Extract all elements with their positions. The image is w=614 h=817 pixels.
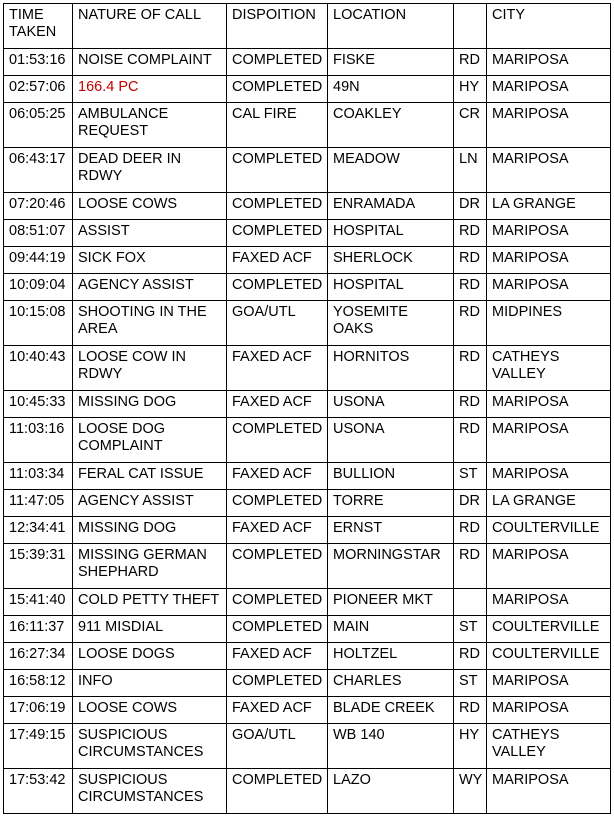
time-cell: 16:58:12 [4, 670, 73, 697]
table-row [4, 418, 611, 463]
nature-cell: 911 MISDIAL [73, 616, 227, 643]
location-cell: HOSPITAL [328, 220, 454, 247]
nature-cell: AGENCY ASSIST [73, 490, 227, 517]
location-cell: COAKLEY [328, 103, 454, 148]
street-suffix-cell: RD [454, 643, 487, 670]
street-suffix-cell: DR [454, 193, 487, 220]
street-suffix-cell: RD [454, 301, 487, 346]
nature-cell: COLD PETTY THEFT [73, 589, 227, 616]
city-cell: MARIPOSA [487, 697, 611, 724]
location-cell: YOSEMITE OAKS [328, 301, 454, 346]
time-cell: 11:47:05 [4, 490, 73, 517]
time-cell: 06:05:25 [4, 103, 73, 148]
header-row [4, 4, 611, 49]
table-row [4, 274, 611, 301]
disposition-cell: FAXED ACF [227, 391, 328, 418]
nature-cell: LOOSE COW IN RDWY [73, 346, 227, 391]
table-row [4, 391, 611, 418]
street-suffix-cell: WY [454, 769, 487, 814]
table-row [4, 724, 611, 769]
city-cell: MARIPOSA [487, 391, 611, 418]
location-cell: WB 140 [328, 724, 454, 769]
disposition-cell: COMPLETED [227, 589, 328, 616]
nature-cell: MISSING DOG [73, 391, 227, 418]
table-row [4, 346, 611, 391]
street-suffix-cell: RD [454, 391, 487, 418]
city-cell: MARIPOSA [487, 103, 611, 148]
disposition-cell: COMPLETED [227, 274, 328, 301]
location-cell: MORNINGSTAR [328, 544, 454, 589]
location-cell: USONA [328, 391, 454, 418]
disposition-cell: COMPLETED [227, 220, 328, 247]
table-row [4, 301, 611, 346]
city-cell: MARIPOSA [487, 247, 611, 274]
disposition-cell: FAXED ACF [227, 463, 328, 490]
time-cell: 09:44:19 [4, 247, 73, 274]
city-cell: MARIPOSA [487, 544, 611, 589]
disposition-cell: FAXED ACF [227, 697, 328, 724]
location-cell: BLADE CREEK [328, 697, 454, 724]
table-row [4, 76, 611, 103]
street-suffix-cell: ST [454, 616, 487, 643]
table-row [4, 463, 611, 490]
city-cell: MARIPOSA [487, 463, 611, 490]
street-suffix-cell: RD [454, 697, 487, 724]
table-row [4, 670, 611, 697]
time-cell: 07:20:46 [4, 193, 73, 220]
table-row [4, 148, 611, 193]
table-row [4, 247, 611, 274]
table-row [4, 589, 611, 616]
disposition-cell: CAL FIRE [227, 103, 328, 148]
city-cell: MARIPOSA [487, 418, 611, 463]
street-suffix-cell: RD [454, 220, 487, 247]
nature-cell: MISSING DOG [73, 517, 227, 544]
table-row [4, 643, 611, 670]
street-suffix-cell [454, 589, 487, 616]
table-row [4, 769, 611, 814]
table-row [4, 193, 611, 220]
street-suffix-cell: ST [454, 670, 487, 697]
street-suffix-cell: HY [454, 724, 487, 769]
location-cell: HOSPITAL [328, 274, 454, 301]
disposition-cell: COMPLETED [227, 670, 328, 697]
street-suffix-cell: LN [454, 148, 487, 193]
nature-cell: AMBULANCE REQUEST [73, 103, 227, 148]
location-cell: FISKE [328, 49, 454, 76]
location-cell: SHERLOCK [328, 247, 454, 274]
location-cell: ERNST [328, 517, 454, 544]
city-cell: MARIPOSA [487, 76, 611, 103]
disposition-cell: FAXED ACF [227, 643, 328, 670]
header-time-taken: TIME TAKEN [4, 4, 73, 49]
location-cell: ENRAMADA [328, 193, 454, 220]
city-cell: MARIPOSA [487, 769, 611, 814]
disposition-cell: COMPLETED [227, 418, 328, 463]
nature-cell: SUSPICIOUS CIRCUMSTANCES [73, 769, 227, 814]
table-row [4, 103, 611, 148]
street-suffix-cell: RD [454, 346, 487, 391]
city-cell: MARIPOSA [487, 49, 611, 76]
disposition-cell: COMPLETED [227, 76, 328, 103]
header-city: CITY [487, 4, 611, 49]
location-cell: CHARLES [328, 670, 454, 697]
table-row [4, 544, 611, 589]
street-suffix-cell: ST [454, 463, 487, 490]
nature-cell: NOISE COMPLAINT [73, 49, 227, 76]
location-cell: HORNITOS [328, 346, 454, 391]
disposition-cell: COMPLETED [227, 544, 328, 589]
street-suffix-cell: RD [454, 544, 487, 589]
city-cell: CATHEYS VALLEY [487, 724, 611, 769]
street-suffix-cell: RD [454, 49, 487, 76]
street-suffix-cell: DR [454, 490, 487, 517]
city-cell: MIDPINES [487, 301, 611, 346]
city-cell: COULTERVILLE [487, 643, 611, 670]
street-suffix-cell: RD [454, 517, 487, 544]
disposition-cell: COMPLETED [227, 148, 328, 193]
nature-cell: INFO [73, 670, 227, 697]
header-nature-of-call: NATURE OF CALL [73, 4, 227, 49]
disposition-cell: FAXED ACF [227, 247, 328, 274]
city-cell: MARIPOSA [487, 220, 611, 247]
time-cell: 06:43:17 [4, 148, 73, 193]
nature-cell: LOOSE DOGS [73, 643, 227, 670]
header-street-suffix [454, 4, 487, 49]
time-cell: 10:09:04 [4, 274, 73, 301]
nature-cell: SICK FOX [73, 247, 227, 274]
header-disposition: DISPOITION [227, 4, 328, 49]
nature-cell: SHOOTING IN THE AREA [73, 301, 227, 346]
time-cell: 12:34:41 [4, 517, 73, 544]
nature-cell: ASSIST [73, 220, 227, 247]
location-cell: MAIN [328, 616, 454, 643]
table-row [4, 697, 611, 724]
nature-cell: LOOSE COWS [73, 193, 227, 220]
table-row [4, 517, 611, 544]
city-cell: LA GRANGE [487, 193, 611, 220]
time-cell: 01:53:16 [4, 49, 73, 76]
disposition-cell: GOA/UTL [227, 724, 328, 769]
street-suffix-cell: RD [454, 274, 487, 301]
table-row [4, 49, 611, 76]
nature-cell: FERAL CAT ISSUE [73, 463, 227, 490]
location-cell: 49N [328, 76, 454, 103]
city-cell: COULTERVILLE [487, 517, 611, 544]
time-cell: 17:49:15 [4, 724, 73, 769]
disposition-cell: COMPLETED [227, 193, 328, 220]
disposition-cell: COMPLETED [227, 769, 328, 814]
city-cell: MARIPOSA [487, 274, 611, 301]
nature-cell: AGENCY ASSIST [73, 274, 227, 301]
nature-cell: DEAD DEER IN RDWY [73, 148, 227, 193]
table-row [4, 490, 611, 517]
location-cell: BULLION [328, 463, 454, 490]
street-suffix-cell: RD [454, 418, 487, 463]
disposition-cell: FAXED ACF [227, 346, 328, 391]
disposition-cell: GOA/UTL [227, 301, 328, 346]
time-cell: 16:27:34 [4, 643, 73, 670]
disposition-cell: COMPLETED [227, 616, 328, 643]
street-suffix-cell: HY [454, 76, 487, 103]
location-cell: HOLTZEL [328, 643, 454, 670]
city-cell: LA GRANGE [487, 490, 611, 517]
time-cell: 17:06:19 [4, 697, 73, 724]
table-row [4, 616, 611, 643]
time-cell: 16:11:37 [4, 616, 73, 643]
time-cell: 10:45:33 [4, 391, 73, 418]
time-cell: 11:03:34 [4, 463, 73, 490]
time-cell: 15:41:40 [4, 589, 73, 616]
table-body [4, 49, 611, 814]
street-suffix-cell: RD [454, 247, 487, 274]
time-cell: 10:15:08 [4, 301, 73, 346]
nature-cell: 166.4 PC [73, 76, 227, 103]
nature-cell: LOOSE DOG COMPLAINT [73, 418, 227, 463]
header-location: LOCATION [328, 4, 454, 49]
city-cell: CATHEYS VALLEY [487, 346, 611, 391]
nature-cell: SUSPICIOUS CIRCUMSTANCES [73, 724, 227, 769]
city-cell: MARIPOSA [487, 670, 611, 697]
time-cell: 17:53:42 [4, 769, 73, 814]
time-cell: 15:39:31 [4, 544, 73, 589]
time-cell: 11:03:16 [4, 418, 73, 463]
table-header [4, 4, 611, 49]
disposition-cell: COMPLETED [227, 49, 328, 76]
location-cell: PIONEER MKT [328, 589, 454, 616]
location-cell: USONA [328, 418, 454, 463]
street-suffix-cell: CR [454, 103, 487, 148]
table-row [4, 220, 611, 247]
time-cell: 08:51:07 [4, 220, 73, 247]
city-cell: COULTERVILLE [487, 616, 611, 643]
disposition-cell: COMPLETED [227, 490, 328, 517]
time-cell: 10:40:43 [4, 346, 73, 391]
city-cell: MARIPOSA [487, 148, 611, 193]
location-cell: LAZO [328, 769, 454, 814]
location-cell: TORRE [328, 490, 454, 517]
location-cell: MEADOW [328, 148, 454, 193]
nature-cell: MISSING GERMAN SHEPHARD [73, 544, 227, 589]
city-cell: MARIPOSA [487, 589, 611, 616]
time-cell: 02:57:06 [4, 76, 73, 103]
disposition-cell: FAXED ACF [227, 517, 328, 544]
call-log-table [3, 3, 611, 814]
nature-cell: LOOSE COWS [73, 697, 227, 724]
